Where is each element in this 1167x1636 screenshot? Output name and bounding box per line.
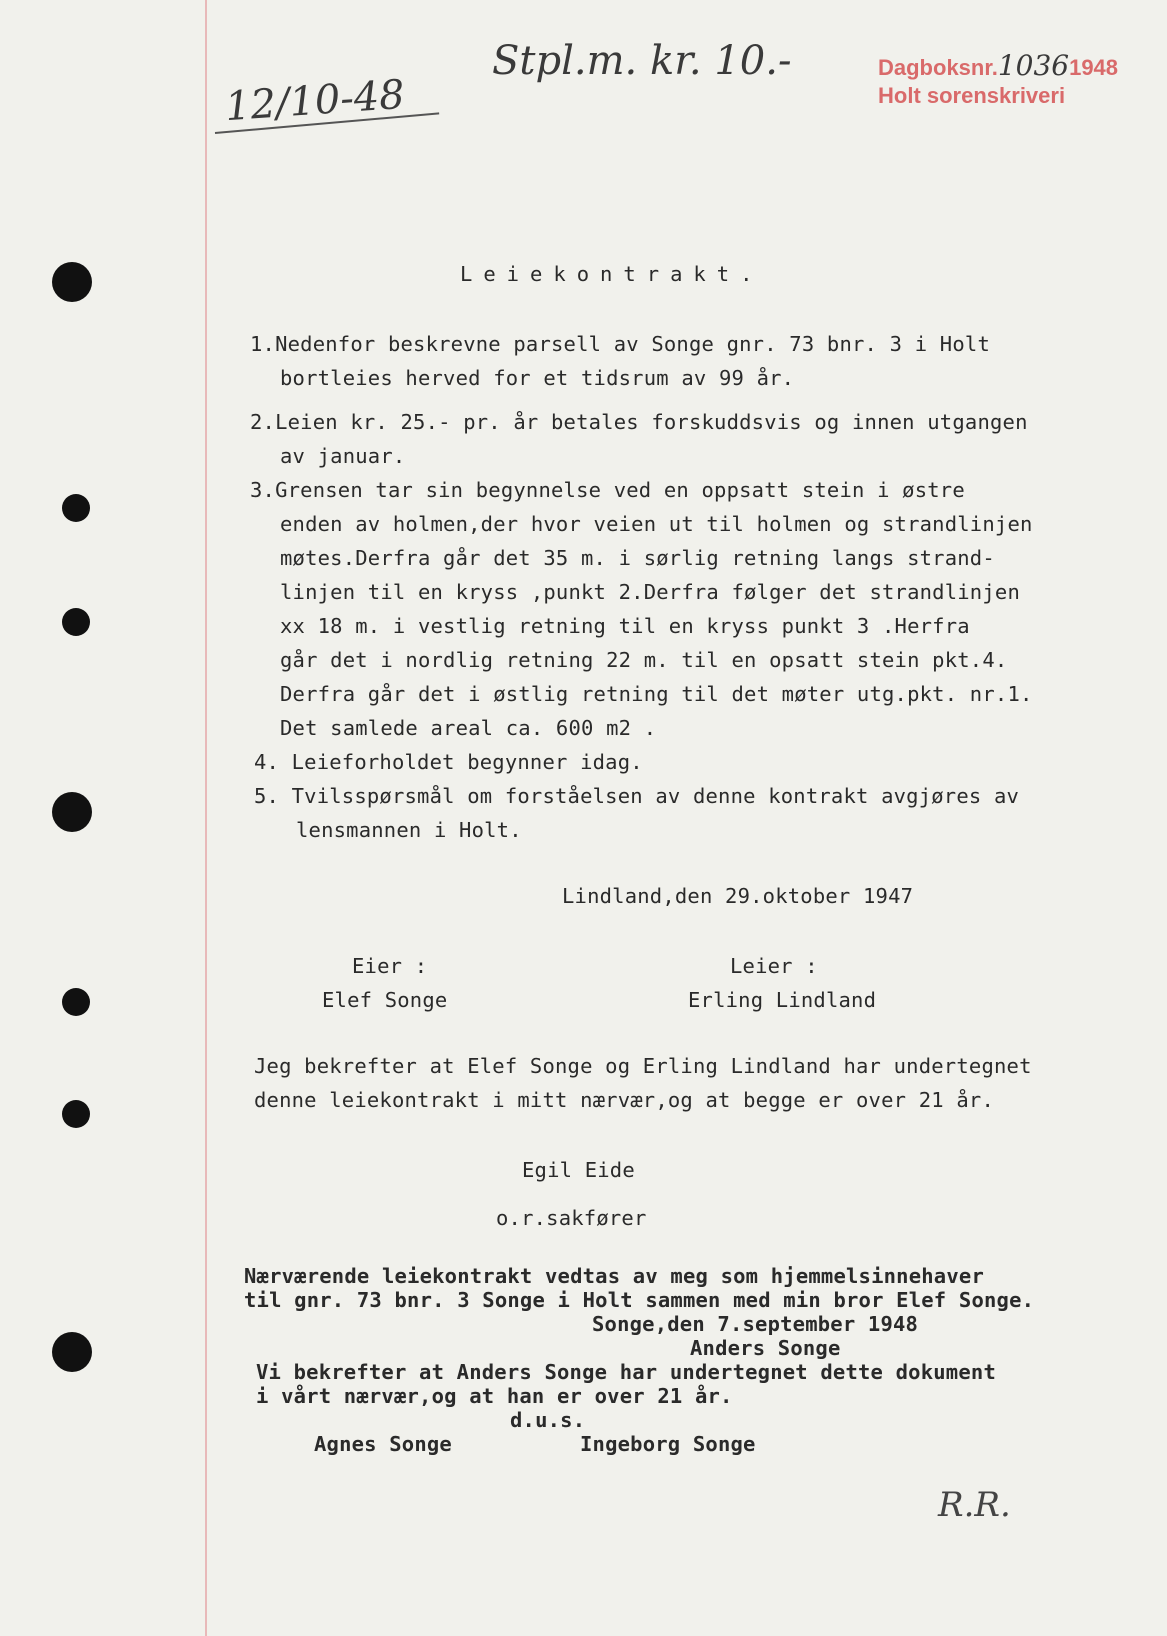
- lessee-name: Erling Lindland: [688, 988, 877, 1012]
- witness-name: Agnes Songe: [314, 1432, 452, 1456]
- text-line: Songe,den 7.september 1948: [592, 1312, 919, 1336]
- text-line: Det samlede areal ca. 600 m2 .: [280, 716, 657, 740]
- stamp-line-2: Holt sorenskriveri: [878, 83, 1066, 108]
- punch-hole: [52, 792, 92, 832]
- text-line: xx 18 m. i vestlig retning til en kryss punkt 3 .Herfra: [280, 614, 970, 638]
- stamp-label: Dagboksnr.: [878, 55, 998, 80]
- margin-line: [205, 0, 207, 1636]
- text-line: 2.Leien kr. 25.- pr. år betales forskuddsvis og innen utgangen: [250, 410, 1028, 434]
- witness-name: Egil Eide: [522, 1158, 635, 1182]
- place-date-line: Lindland,den 29.oktober 1947: [562, 884, 914, 908]
- punch-hole: [62, 494, 90, 522]
- stamp-number: 1036: [997, 49, 1070, 82]
- stamp-line-1: [878, 49, 1119, 82]
- punch-hole: [62, 988, 90, 1016]
- text-line: lensmannen i Holt.: [296, 818, 522, 842]
- witness-name: Ingeborg Songe: [580, 1432, 756, 1456]
- text-line: Vi bekrefter at Anders Songe har undertegnet dette dokument: [256, 1360, 996, 1384]
- handwritten-fee: Stpl.m. kr. 10.-: [492, 38, 792, 84]
- lessee-label: Leier :: [730, 954, 818, 978]
- document-title: Leiekontrakt.: [460, 262, 764, 286]
- witness-title: o.r.sakfører: [496, 1206, 647, 1230]
- text-line: bortleies herved for et tidsrum av 99 år.: [280, 366, 795, 390]
- stamp-year: 1948: [1069, 55, 1119, 80]
- text-line: 1.Nedenfor beskrevne parsell av Songe gnr. 73 bnr. 3 i Holt: [250, 332, 990, 356]
- text-line: av januar.: [280, 444, 406, 468]
- owner-name: Elef Songe: [322, 988, 448, 1012]
- punch-hole: [52, 1332, 92, 1372]
- handwritten-initials: R.R.: [938, 1485, 1011, 1525]
- punch-hole: [62, 1100, 90, 1128]
- text-line: Anders Songe: [690, 1336, 841, 1360]
- text-line: møtes.Derfra går det 35 m. i sørlig retning langs strand-: [280, 546, 995, 570]
- registry-stamp: [878, 49, 1119, 110]
- text-line: d.u.s.: [510, 1408, 586, 1432]
- text-line: går det i nordlig retning 22 m. til en opsatt stein pkt.4.: [280, 648, 1008, 672]
- text-line: 4. Leieforholdet begynner idag.: [254, 750, 643, 774]
- text-line: linjen til en kryss ,punkt 2.Derfra følger det strandlinjen: [280, 580, 1020, 604]
- text-line: enden av holmen,der hvor veien ut til holmen og strandlinjen: [280, 512, 1033, 536]
- handwritten-date: 12/10-48: [223, 71, 407, 131]
- text-line: 5. Tvilsspørsmål om forståelsen av denne kontrakt avgjøres av: [254, 784, 1020, 808]
- punch-hole: [62, 608, 90, 636]
- text-line: Derfra går det i østlig retning til det møter utg.pkt. nr.1.: [280, 682, 1033, 706]
- text-line: i vårt nærvær,og at han er over 21 år.: [256, 1384, 733, 1408]
- text-line: 3.Grensen tar sin begynnelse ved en oppsatt stein i østre: [250, 478, 965, 502]
- text-line: til gnr. 73 bnr. 3 Songe i Holt sammen med min bror Elef Songe.: [244, 1288, 1035, 1312]
- text-line: Nærværende leiekontrakt vedtas av meg som hjemmelsinnehaver: [244, 1264, 984, 1288]
- text-line: denne leiekontrakt i mitt nærvær,og at begge er over 21 år.: [254, 1088, 994, 1112]
- punch-hole: [52, 262, 92, 302]
- owner-label: Eier :: [352, 954, 428, 978]
- text-line: Jeg bekrefter at Elef Songe og Erling Lindland har undertegnet: [254, 1054, 1032, 1078]
